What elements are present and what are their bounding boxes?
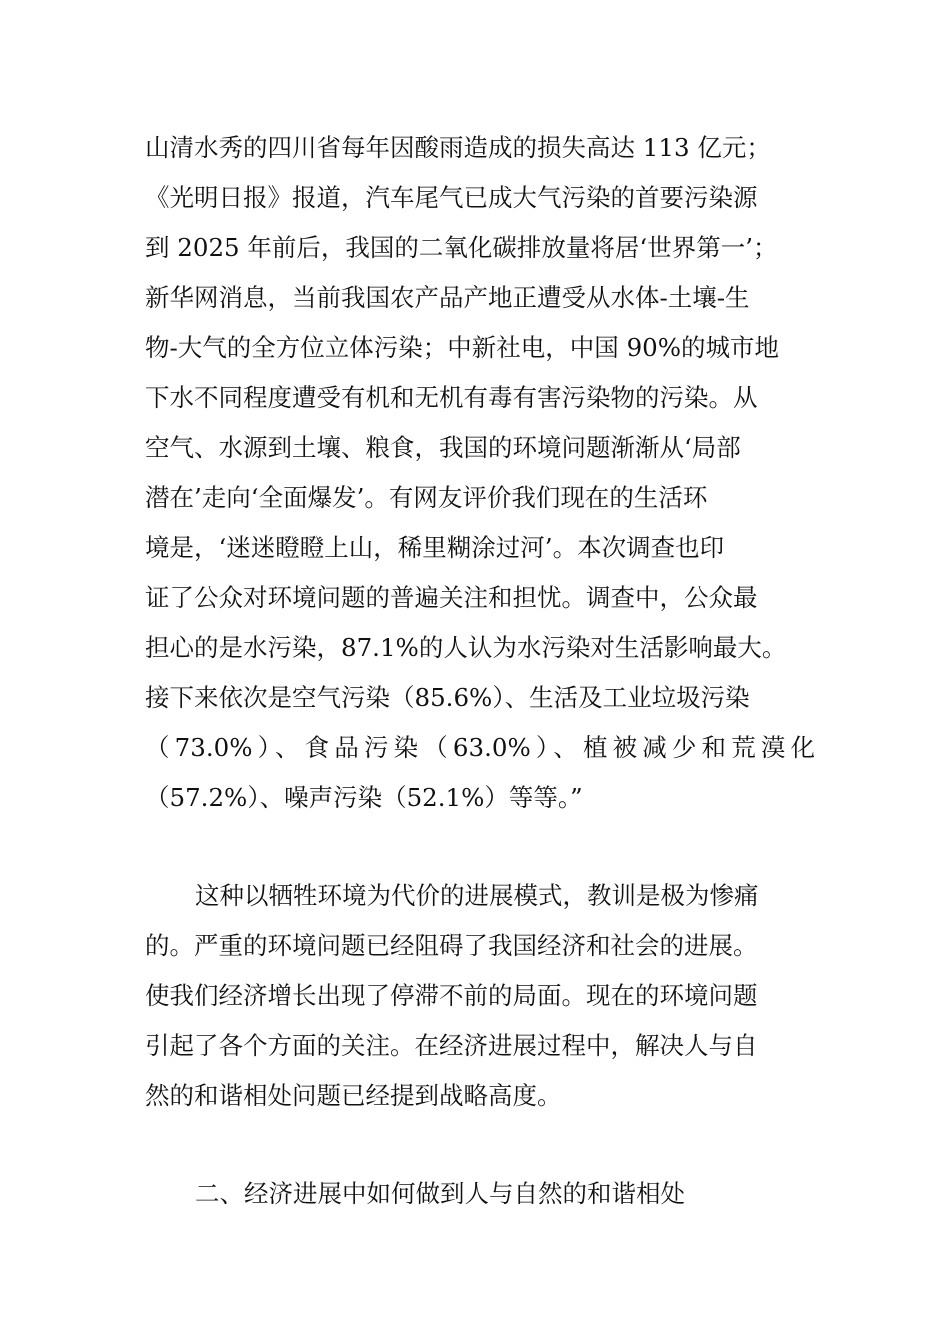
- paragraph-1-line-9: 境是，‘迷迷瞪瞪上山，稀里糊涂过河’。本次调查也印: [145, 533, 725, 562]
- paragraph-1-line-5: 物-大气的全方位立体污染；中新社电，中国 90%的城市地: [145, 333, 780, 362]
- paragraph-1-line-1: 山清水秀的四川省每年因酸雨造成的损失高达 113 亿元；: [145, 133, 771, 162]
- paragraph-1-line-7: 空气、水源到土壤、粮食，我国的环境问题渐渐从‘局部: [145, 433, 741, 462]
- paragraph-1-line-4: 新华网消息，当前我国农产品产地正遭受从水体-土壤-生: [145, 283, 750, 312]
- paragraph-1-line-8: 潜在’走向‘全面爆发’。有网友评价我们现在的生活环: [145, 483, 708, 512]
- paragraph-2-line-2: 的。严重的环境问题已经阻碍了我国经济和社会的进展。: [145, 931, 758, 960]
- paragraph-1-line-11: 担心的是水污染，87.1%的人认为水污染对生活影响最大。: [145, 633, 787, 662]
- section-heading: 二、经济进展中如何做到人与自然的和谐相处: [195, 1179, 685, 1208]
- paragraph-2-line-3: 使我们经济增长出现了停滞不前的局面。现在的环境问题: [145, 981, 758, 1010]
- paragraph-2-line-5: 然的和谐相处问题已经提到战略高度。: [145, 1081, 562, 1110]
- paragraph-2-line-4: 引起了各个方面的关注。在经济进展过程中，解决人与自: [145, 1031, 758, 1060]
- paragraph-1-line-2: 《光明日报》报道，汽车尾气已成大气污染的首要污染源: [145, 183, 758, 212]
- paragraph-1-line-6: 下水不同程度遭受有机和无机有毒有害污染物的污染。从: [145, 383, 758, 412]
- paragraph-1-line-12: 接下来依次是空气污染（85.6%）、生活及工业垃圾污染: [145, 683, 750, 712]
- paragraph-1-line-14: （57.2%）、噪声污染（52.1%）等等。”: [145, 783, 583, 812]
- paragraph-1-line-10: 证了公众对环境问题的普遍关注和担忧。调查中，公众最: [145, 583, 758, 612]
- paragraph-1-line-13: （73.0%）、食品污染（63.0%）、植被减少和荒漠化: [145, 733, 815, 762]
- paragraph-1-line-3: 到 2025 年前后，我国的二氧化碳排放量将居‘世界第一’；: [145, 233, 778, 262]
- paragraph-2-line-1: 这种以牺牲环境为代价的进展模式，教训是极为惨痛: [195, 881, 759, 910]
